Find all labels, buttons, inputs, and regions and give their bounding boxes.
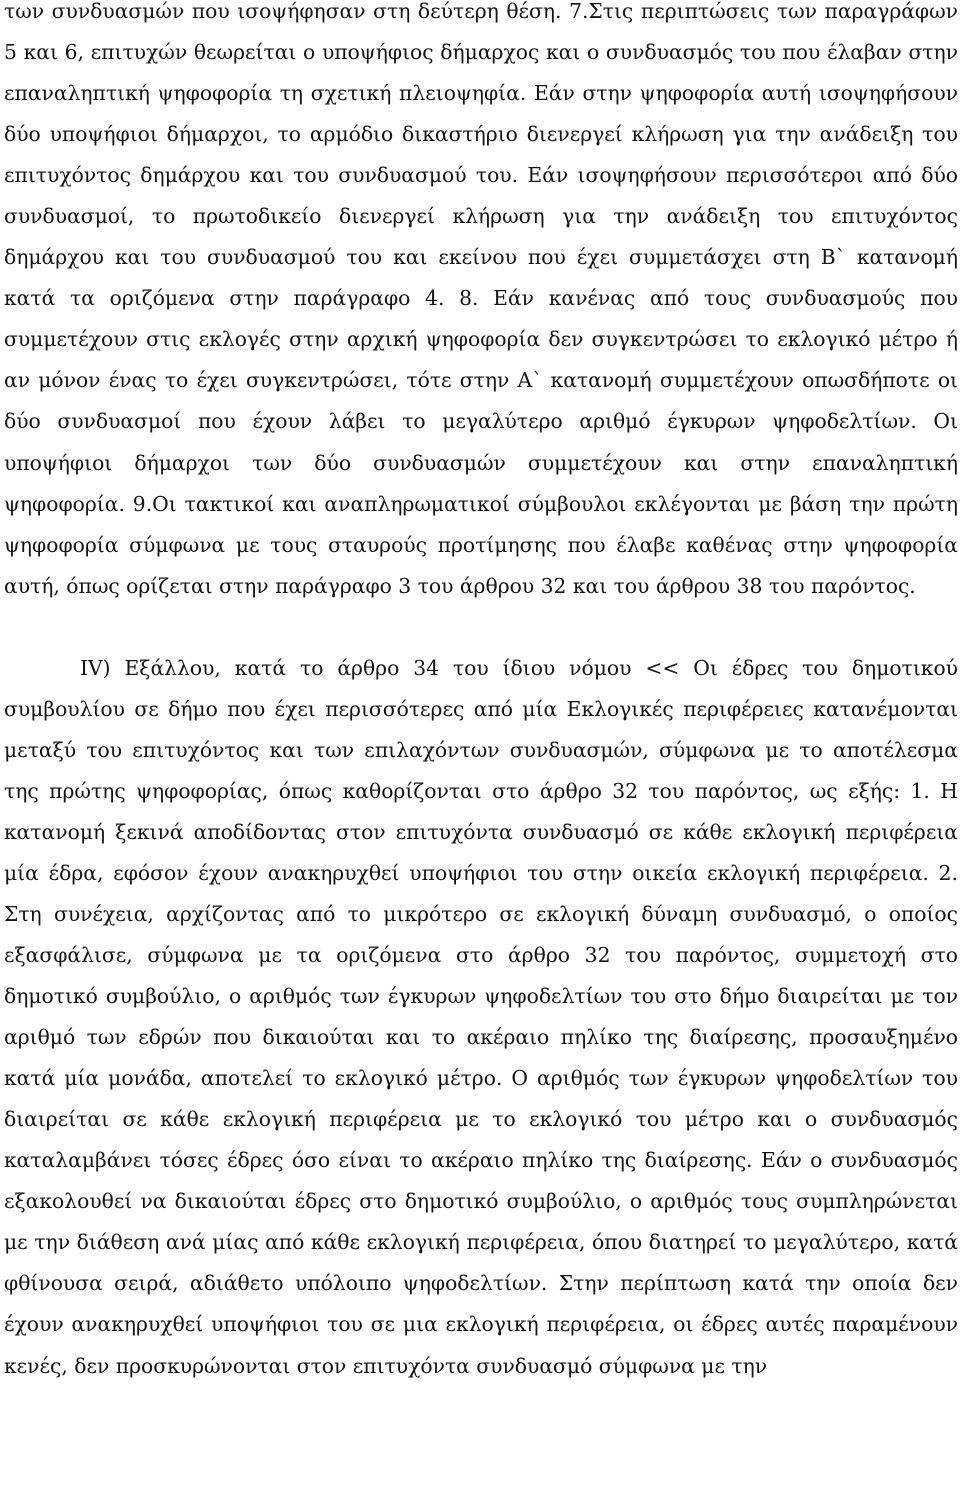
paragraph-spacer <box>4 607 958 648</box>
paragraph-article-34: IV) Εξάλλου, κατά το άρθρο 34 του ίδιου νόμου << Οι έδρες του δημοτικού συμβουλίου σε δήμο που έχει περισσότερες από μία Εκλογικές περιφέρειες κατανέμονται μεταξύ του επιτυχόντος και των επιλαχόντων συνδυασμών, σύμφωνα με το αποτέλεσμα της πρώτης ψηφοφορίας, όπως καθορίζονται στο άρθρο 32 του παρόντος, ως εξής: 1. Η κατανομή ξεκινά αποδίδοντας στον επιτυχόντα συνδυασμό σε κάθε εκλογική περιφέρεια μία έδρα, εφόσον έχουν ανακηρυχθεί υποψήφιοι του στην οικεία εκλογική περιφέρεια. 2. Στη συνέχεια, αρχίζοντας από το μικρότερο σε εκλογική δύναμη συνδυασμό, ο οποίος εξασφάλισε, σύμφωνα με τα οριζόμενα στο άρθρο 32 του παρόντος, συμμετοχή στο δημοτικό συμβούλιο, ο αριθμός των έγκυρων ψηφοδελτίων του στο δήμο διαιρείται με τον αριθμό των εδρών που δικαιούται και το ακέραιο πηλίκο της διαίρεσης, προσαυξημένο κατά μία μονάδα, αποτελεί το εκλογικό μέτρο. Ο αριθμός των έγκυρων ψηφοδελτίων του διαιρείται σε κάθε εκλογική περιφέρεια με το εκλογικό του μέτρο και ο συνδυασμός καταλαμβάνει τόσες έδρες όσο είναι το ακέραιο πηλίκο της διαίρεσης. Εάν ο συνδυασμός εξακολουθεί να δικαιούται έδρες στο δημοτικό συμβούλιο, ο αριθμός τους συμπληρώνεται με την διάθεση ανά μίας από κάθε εκλογική περιφέρεια, όπου διατηρεί το μεγαλύτερο, κατά φθίνουσα σειρά, αδιάθετο υπόλοιπο ψηφοδελτίων. Στην περίπτωση κατά την οποία δεν έχουν ανακηρυχθεί υποψήφιοι του σε μια εκλογική περιφέρεια, οι έδρες αυτές παραμένουν κενές, δεν προσκυρώνονται στον επιτυχόντα συνδυασμό σύμφωνα με την <box>4 655 958 1378</box>
document-page <box>4 0 958 1387</box>
paragraph-article-33-continuation: των συνδυασμών που ισοψήφησαν στη δεύτερη θέση. 7.Στις περιπτώσεις των παραγράφων 5 και 6, επιτυχών θεωρείται ο υποψήφιος δήμαρχος και ο συνδυασμός του που έλαβαν στην επαναληπτική ψηφοφορία τη σχετική πλειοψηφία. Εάν στην ψηφοφορία αυτή ισοψηφήσουν δύο υποψήφιοι δήμαρχοι, το αρμόδιο δικαστήριο διενεργεί κλήρωση για την ανάδειξη του επιτυχόντος δημάρχου και του συνδυασμού του. Εάν ισοψηφήσουν περισσότεροι από δύο συνδυασμοί, το πρωτοδικείο διενεργεί κλήρωση για την ανάδειξη του επιτυχόντος δημάρχου και του συνδυασμού του και εκείνου που έχει συμμετάσχει στη Β` κατανομή κατά τα οριζόμενα στην παράγραφο 4. 8. Εάν κανένας από τους συνδυασμούς που συμμετέχουν στις εκλογές στην αρχική ψηφοφορία δεν συγκεντρώσει το εκλογικό μέτρο ή αν μόνον ένας το έχει συγκεντρώσει, τότε στην Α` κατανομή συμμετέχουν οπωσδήποτε οι δύο συνδυασμοί που έχουν λάβει το μεγαλύτερο αριθμό έγκυρων ψηφοδελτίων. Οι υποψήφιοι δήμαρχοι των δύο συνδυασμών συμμετέχουν και στην επαναληπτική ψηφοφορία. 9.Οι τακτικοί και αναπληρωματικοί σύμβουλοι εκλέγονται με βάση την πρώτη ψηφοφορία σύμφωνα με τους σταυρούς προτίμησης που έλαβε καθένας στην ψηφοφορία αυτή, όπως ορίζεται στην παράγραφο 3 του άρθρου 32 και του άρθρου 38 του παρόντος. <box>4 0 958 598</box>
